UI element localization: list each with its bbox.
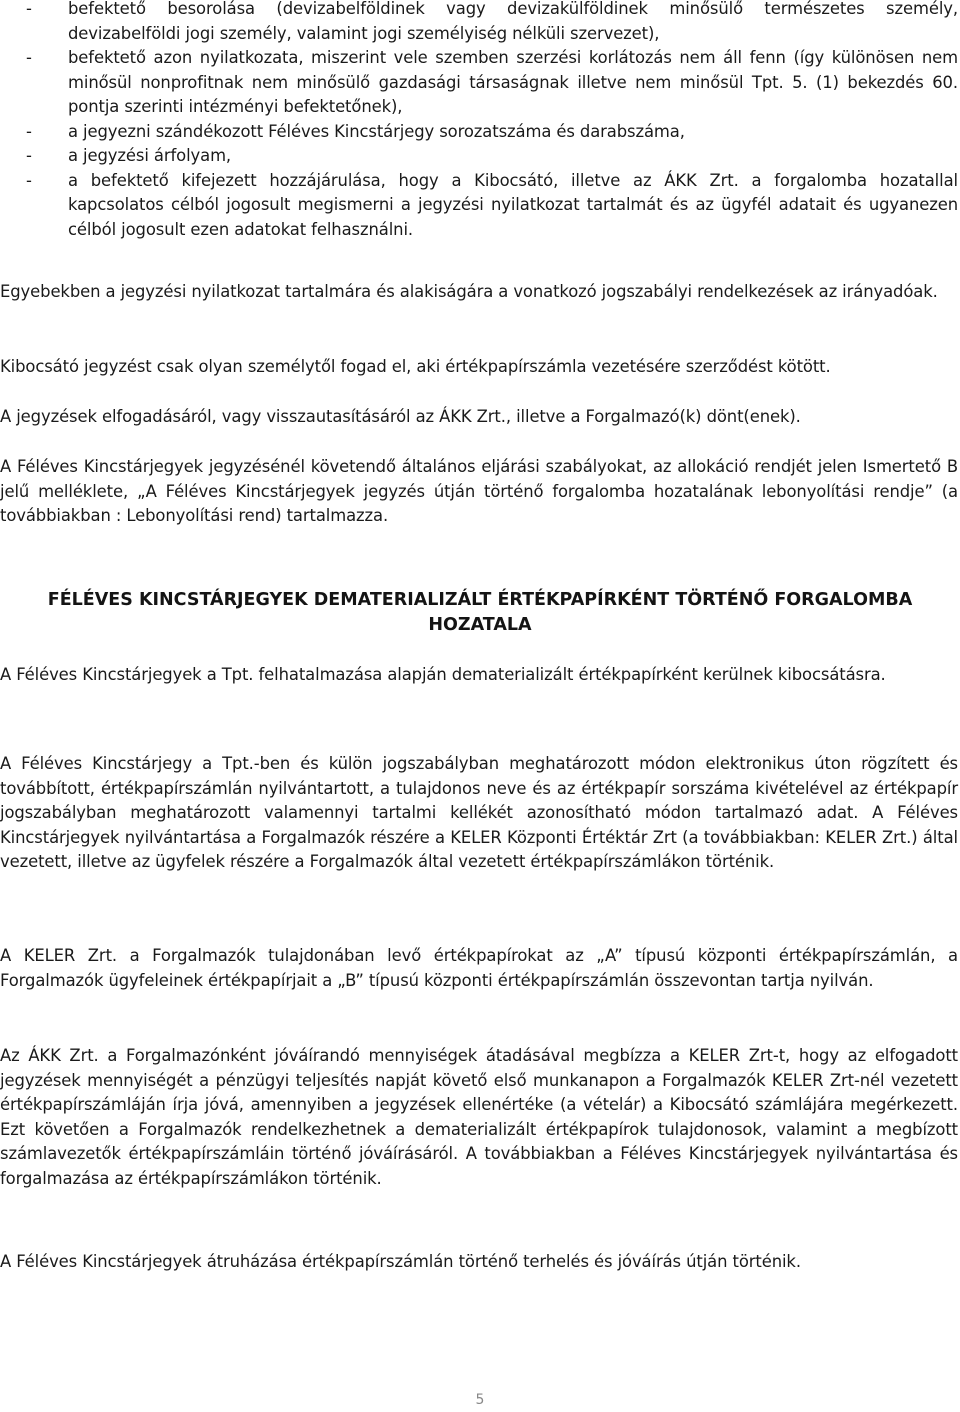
list-dash: -: [26, 48, 32, 67]
paragraph-subscription-decision: A jegyzések elfogadásáról, vagy visszautasításáról az ÁKK Zrt., illetve a Forgalmazó(k) dönt(enek).: [0, 407, 801, 426]
list-item: [0, 169, 960, 243]
list-item: [0, 46, 960, 120]
list-item-text: a befektető kifejezett hozzájárulása, hogy a Kibocsátó, illetve az ÁKK Zrt. a forgalomba hozatallal kapcsolatos célból jogosult megismerni a jegyzési nyilatkozat tartalmát és az ügyfél adatait és ugyanezen célból jogosult ezen adatokat felhasználni.: [68, 170, 958, 239]
list-item: [0, 144, 960, 169]
paragraph-issuer-acceptance: Kibocsátó jegyzést csak olyan személytől fogad el, aki értékpapírszámla vezetésére szerződést kötött.: [0, 357, 831, 376]
requirements-list: [0, 0, 960, 242]
paragraph-general-rules: Egyebekben a jegyzési nyilatkozat tartalmára és alakiságára a vonatkozó jogszabályi rendelkezések az irányadóak.: [0, 282, 938, 301]
list-item-text: a jegyezni szándékozott Féléves Kincstárjegy sorozatszáma és darabszáma,: [68, 121, 685, 141]
list-item-text: a jegyzési árfolyam,: [68, 146, 232, 165]
page-number: 5: [475, 1392, 485, 1408]
list-item: [0, 0, 960, 46]
paragraph-transfer: A Féléves Kincstárjegyek átruházása értékpapírszámlán történő terhelés és jóváírás útján történik.: [0, 1252, 801, 1271]
list-dash: -: [26, 0, 32, 18]
list-dash: -: [26, 170, 32, 190]
list-item-text: befektető besorolása (devizabelföldinek vagy devizakülföldinek minősülő természetes személy, devizabelföldi jogi személy, valamint jogi személyiség nélküli szervezet),: [68, 0, 958, 43]
section-title-line1: FÉLÉVES KINCSTÁRJEGYEK DEMATERIALIZÁLT ÉRTÉKPAPÍRKÉNT TÖRTÉNŐ FORGALOMBA: [47, 590, 913, 610]
paragraph-procedure-rules: A Féléves Kincstárjegyek jegyzésénél követendő általános eljárási szabályokat, az allokáció rendjét jelen Ismertető B jelű melléklete, „A Féléves Kincstárjegyek jegyzés útján történő forgalomba hozatalának lebonyolítási rendje” (a továbbiakban : Lebonyolítási rend) tartalmazza.: [0, 457, 958, 525]
list-dash: -: [26, 146, 32, 165]
paragraph-electronic-record: A Féléves Kincstárjegy a Tpt.-ben és külön jogszabályban meghatározott módon elektronikus úton rögzített és továbbított, értékpapírszámlán nyilvántartott, a tulajdonos neve és az értékpapír sorszáma kivételével az értékpapír jogszabályban meghatározott valamennyi tartalmi kellékét azonosítható módon tartalmazó adat. A Féléves Kincstárjegyek nyilvántartása a Forgalmazók részére a KELER Központi Értéktár Zrt (a továbbiakban: KELER Zrt.) által vezetett, illetve az ügyfelek részére a Forgalmazók által vezetett értékpapírszámlákon történik.: [0, 754, 958, 871]
list-dash: -: [26, 121, 32, 141]
list-item: [0, 120, 960, 145]
paragraph-keler-accounts: A KELER Zrt. a Forgalmazók tulajdonában levő értékpapírokat az „A” típusú központi értékpapírszámlán, a Forgalmazók ügyfeleinek értékpapírjait a „B” típusú központi értékpapírszámlán összevontan tartja nyilván.: [0, 946, 958, 990]
paragraph-crediting-process: Az ÁKK Zrt. a Forgalmazónként jóváírandó mennyiségek átadásával megbízza a KELER Zrt-t, hogy az elfogadott jegyzések mennyiségét a pénzügyi teljesítés napját követő első munkanapon a Forgalmazók KELER Zrt-nél vezetett értékpapírszámláján írja jóvá, amennyiben a jegyzések ellenértéke (a vételár) a Kibocsátó számlájára megérkezett. Ezt követően a Forgalmazók rendelkezhetnek a dematerializált értékpapírok tulajdonosok, valamint a megbízott számlavezetők értékpapírszámláin történő jóváírásáról. A továbbiakban a Féléves Kincstárjegyek nyilvántartása és forgalmazása az értékpapírszámlákon történik.: [0, 1046, 958, 1188]
list-item-text: befektető azon nyilatkozata, miszerint vele szemben szerzési korlátozás nem áll fenn (így különösen nem minősül nonprofitnak nem minősülő gazdasági társaságnak illetve nem minősül Tpt. 5. (1) bekezdés 60. pontja szerinti intézményi befektetőnek),: [68, 48, 958, 116]
section-title-line2: HOZATALA: [428, 615, 532, 635]
paragraph-dematerialized-issue: A Féléves Kincstárjegyek a Tpt. felhatalmazása alapján dematerializált értékpapírként kerülnek kibocsátásra.: [0, 665, 886, 684]
